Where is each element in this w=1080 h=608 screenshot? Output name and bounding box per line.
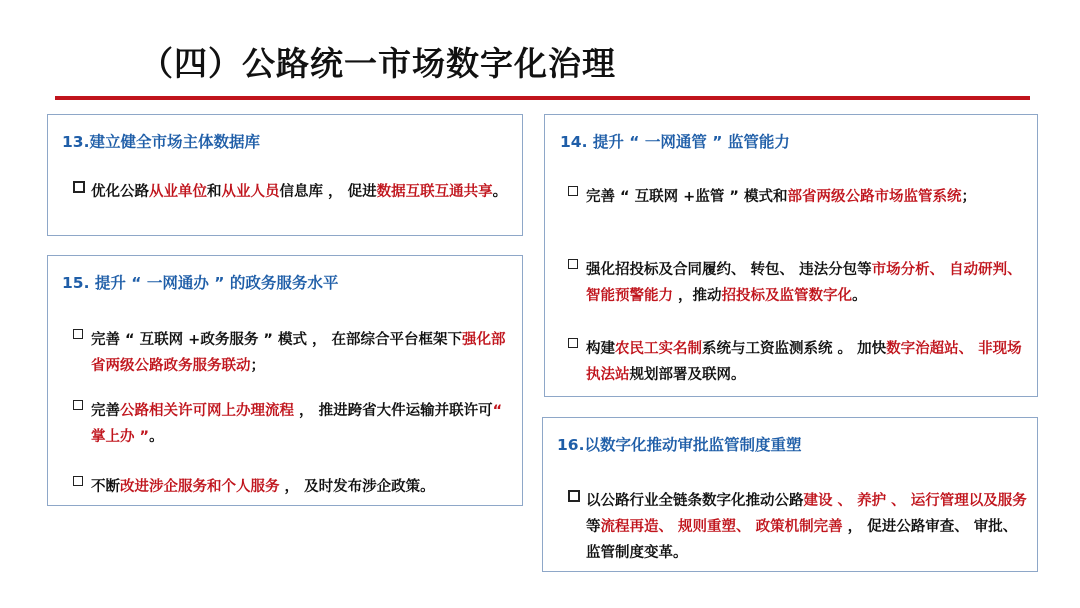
- item-text: 等: [586, 519, 601, 535]
- item-text: 完善 “ 互联网 +政务服务 ” 模式 ， 在部综合平台框架下: [91, 332, 463, 348]
- checkbox-icon: [568, 184, 580, 210]
- highlight-text: 强化部省两级公路政务服务联动: [91, 332, 506, 374]
- highlight-text: 市场分析、 自动研判、 智能预警能力: [586, 262, 1022, 304]
- highlight-text: 农民工实名制: [615, 341, 702, 357]
- highlight-text: “ 掌上办 ”: [91, 403, 503, 445]
- panel-13-item-1: [91, 179, 515, 205]
- item-text: 构建: [586, 341, 615, 357]
- panel-16-heading: 16.以数字化推动审批监管制度重塑: [557, 436, 802, 454]
- highlight-text: 部省两级公路市场监管系统: [787, 189, 962, 205]
- highlight-text: 流程再造、 规则重塑、 政策机制完善: [600, 519, 843, 535]
- checkbox-icon: [568, 488, 580, 514]
- item-text: ， 促进公路审查、 审批、 监管制度变革。: [586, 519, 1018, 561]
- checkbox-icon: [73, 398, 85, 424]
- item-text: 完善: [91, 403, 120, 419]
- highlight-text: 从业人员: [221, 184, 280, 200]
- panel-14-heading: 14. 提升 “ 一网通管 ” 监管能力: [560, 133, 790, 151]
- panel-15-item-3: [91, 474, 515, 500]
- item-text: 规划部署及联网。: [629, 367, 746, 383]
- highlight-text: 公路相关许可网上办理流程: [120, 403, 294, 419]
- checkbox-icon: [568, 257, 580, 283]
- checkbox-icon: [568, 336, 580, 362]
- panel-15-heading: 15. 提升 “ 一网通办 ” 的政务服务水平: [62, 274, 339, 292]
- highlight-text: 改进涉企服务和个人服务: [120, 479, 280, 495]
- panel-15-item-1: [91, 327, 515, 379]
- item-text: 完善 “ 互联网 +监管 ” 模式和: [586, 189, 788, 205]
- item-text: 信息库 ， 促进: [279, 184, 377, 200]
- title-underline: [55, 96, 1030, 100]
- item-text: 。: [852, 288, 867, 304]
- highlight-text: 数字治超站、 非现场执法站: [586, 341, 1022, 383]
- item-text: 以公路行业全链条数字化推动公路: [586, 493, 804, 509]
- item-text: 强化招投标及合同履约、 转包、 违法分包等: [586, 262, 872, 278]
- panel-14-item-1: [586, 184, 1030, 210]
- panel-16-item-1: [586, 488, 1030, 566]
- item-text: ；: [250, 358, 265, 374]
- panel-14-item-3: [586, 336, 1030, 388]
- item-text: ， 及时发布涉企政策。: [279, 479, 435, 495]
- item-text: 。: [149, 429, 164, 445]
- highlight-text: 招投标及监管数字化: [721, 288, 853, 304]
- item-text: 。: [492, 184, 508, 200]
- item-text: ；: [961, 189, 976, 205]
- panel-14-item-2: [586, 257, 1030, 309]
- item-text: 系统与工资监测系统 。 加快: [702, 341, 887, 357]
- panel-15-item-2: [91, 398, 515, 450]
- item-text: 不断: [91, 479, 120, 495]
- item-text: 和: [207, 184, 222, 200]
- item-text: 优化公路: [91, 184, 149, 200]
- checkbox-icon: [73, 179, 85, 205]
- panel-13-heading: 13.建立健全市场主体数据库: [62, 133, 260, 151]
- item-text: ，推动: [673, 288, 722, 304]
- highlight-text: 数据互联互通共享: [376, 184, 493, 200]
- item-text: ， 推进跨省大件运输并联许可: [294, 403, 493, 419]
- highlight-text: 建设 、 养护 、 运行管理以及服务: [803, 493, 1027, 509]
- checkbox-icon: [73, 474, 85, 500]
- page-title: （四）公路统一市场数字化治理: [140, 44, 616, 83]
- highlight-text: 从业单位: [149, 184, 207, 200]
- checkbox-icon: [73, 327, 85, 353]
